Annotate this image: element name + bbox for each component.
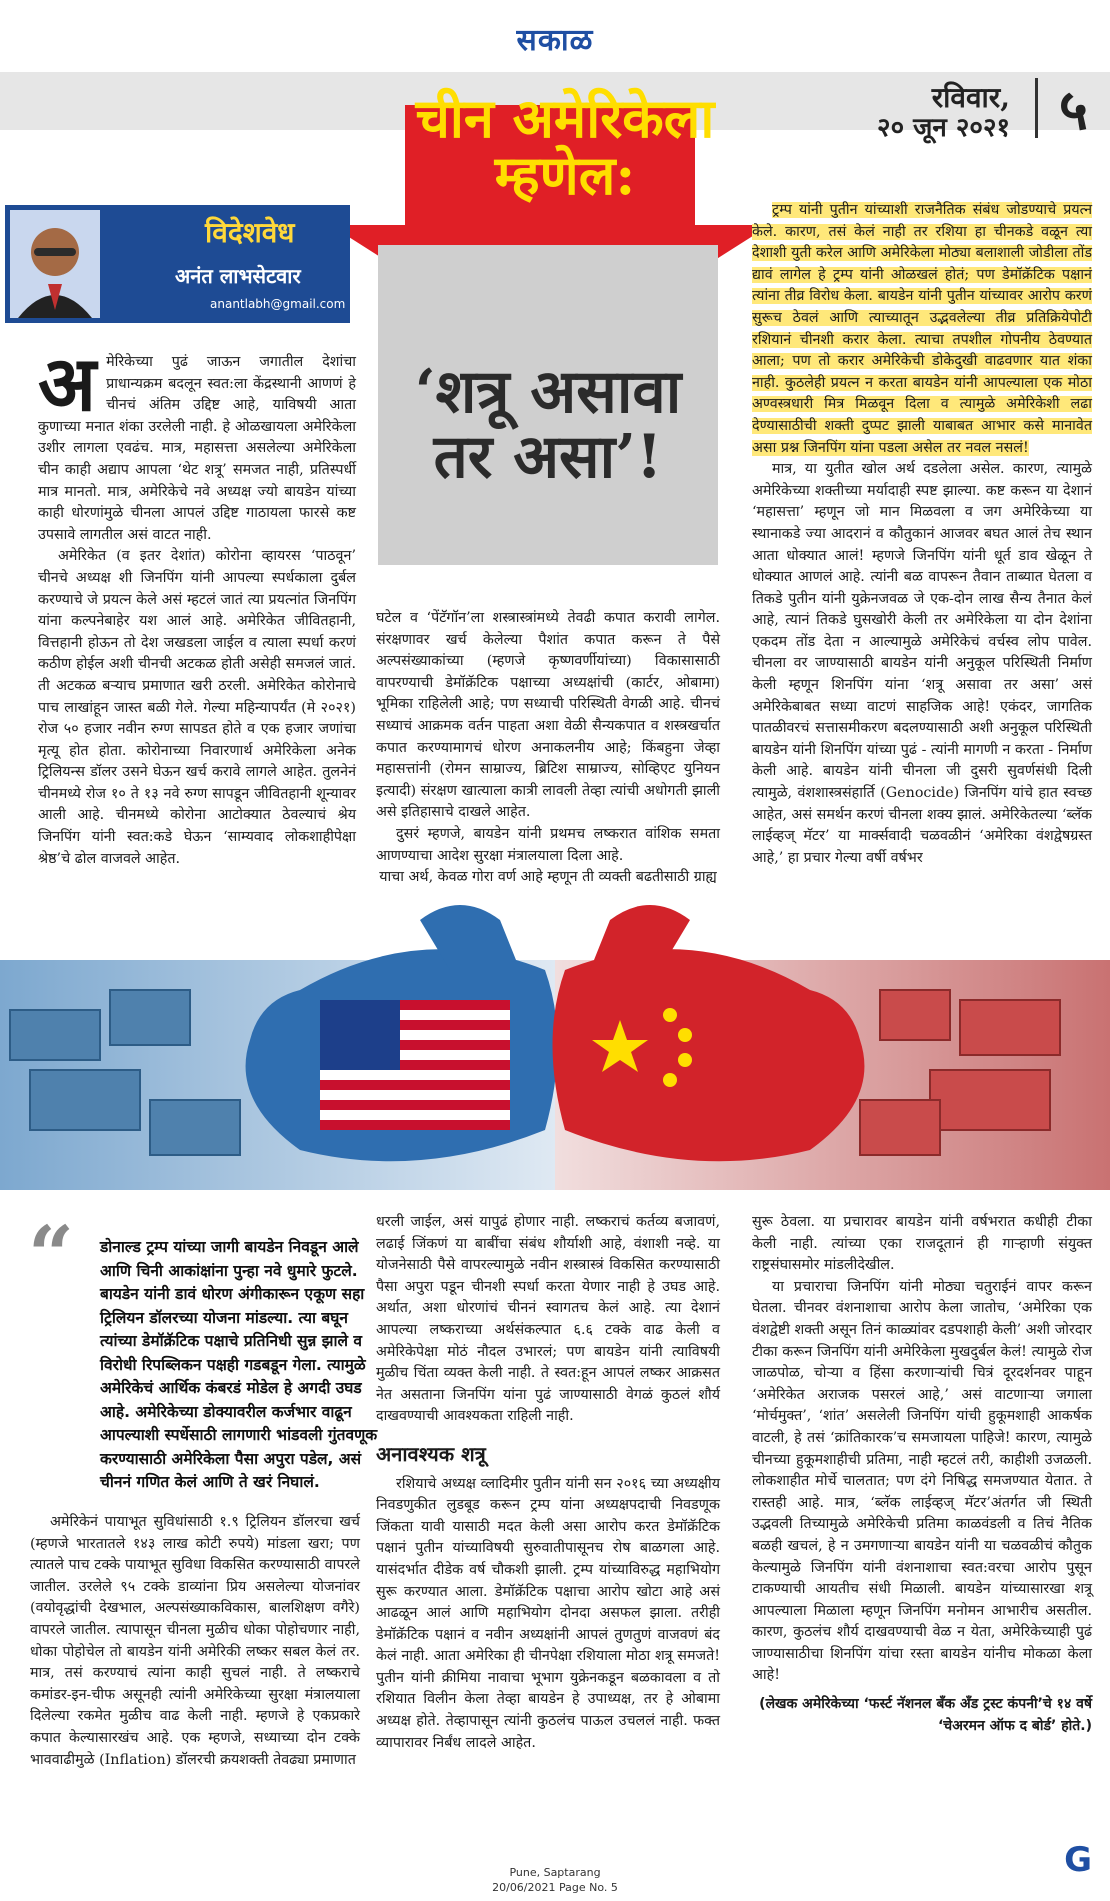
headline-part-2: ‘शत्रू असावा तर असा’!: [414, 357, 682, 492]
paragraph: मात्र, या युतीत खोल अर्थ दडलेला असेल. कारण, त्यामुळे अमेरिकेच्या शक्तीच्या मर्यादाही स्पष्ट झाल्या. कष्ट करून या देशानं ‘महासत्ता’ म्हणून जो मान मिळवला व जग अमेरिकेच्या या स्थानाकडे ज्या आदरानं व कौतुकानं आजवर बघत आलं तेच स्थान आता धोक्यात आलं! म्हणजे जिनपिंग यांनी धूर्त डाव खेळून ते धोक्यात आणलं आहे. त्यांनी बळ वापरून तैवान ताब्यात घेतला व तिकडे पुतीन यांनी युक्रेनजवळ जे एक-दोन लाख सैन्य तैनात केलं आहे, त्यानं तिकडे घुसखोरी केली तर अमेरिकेला या दोन देशांना एकदम तोंड देता न आल्यामुळे अमेरिकेचं वर्चस्व लोप पावेल. चीनला वर जाण्यासाठी बायडेन यांनी अनुकूल परिस्थिती निर्माण केली म्हणून शिनपिंग यांना ‘शत्रू असावा तर असा’ असं अमेरिकेबाबत सध्या वाटणं साहजिक आहे! एकंदर, जागतिक पातळीवरचं सत्तासमीकरण बदलण्यासाठी अशी अनुकूल परिस्थिती बायडेन यांनी शिनपिंग यांच्या पुढं - त्यांनी मागणी न करता - निर्माण केली आहे. बायडेन यांनी चीनला जी दुसरी सुवर्णसंधी दिली त्यामुळे, वंशशास्त्रसंहार्ति (Genocide) जिनपिंग यांचे हात स्वच्छ आहेत, असं समर्थन करणं चीनला शक्य झालं. अमेरिकेतल्या ‘ब्लॅक लाईव्हज्‌ मॅटर’ या मार्क्सवादी चळवळीनं ‘अमेरिका वंशद्वेषग्रस्त आहे,’ हा प्रचार गेल्या वर्षी वर्षभर: [752, 461, 1092, 866]
page-number: ५: [1058, 77, 1088, 143]
column-author: अनंत लाभसेटवार: [175, 264, 301, 288]
pull-quote: डोनाल्ड ट्रम्प यांच्या जागी बायडेन निवडून आले आणि चिनी आकांक्षांना पुन्हा नवे धुमारे फुटले. बायडेन यांनी डावं धोरण अंगीकारून एकूण सहा ट्रिलियन डॉलरच्या योजना मांडल्या. त्या बघून त्यांच्या डेमॉक्रॅटिक पक्षाचे प्रतिनिधी सुन्न झाले व विरोधी रिपब्लिकन पक्षही गडबडून गेला. त्यामुळे अमेरिकेचं आर्थिक कंबरडं मोडेल हे अगदी उघड आहे. अमेरिकेच्या डोक्यावरील कर्जभार वाढून आपल्याशी स्पर्धेसाठी लागणारी भांडवली गुंतवणूक करण्यासाठी अमेरिकेला पैसा अपुरा पडेल, असं चीननं गणित केलं आणि ते खरं निघालं.: [100, 1238, 378, 1491]
paragraph: अमेरिकेत (व इतर देशांत) कोरोना व्हायरस ‘पाठवून’ चीनचे अध्यक्ष शी जिनपिंग यांनी आपल्या स्पर्धकाला दुर्बल करण्याचे जे प्रयत्न केले असं म्हटलं जातं त्या प्रयत्नांत जिनपिंग यांना कल्पनेबाहेर यश आलं आहे. अमेरिकेत जीवितहानी, वित्तहानी होऊन तो देश जखडला जाईल व त्याला स्पर्धा करणं कठीण होईल अशी चीनची अटकळ होती असेही समजलं जातं. ती अटकळ बऱ्याच प्रमाणात खरी ठरली. अमेरिकेत कोरोनाचे पाच लाखांहून जास्त बळी गेले. गेल्या महिन्यापर्यंत (मे २०२१) रोज ५० हजार नवीन रुग्ण सापडत होते व एक हजार जणांचा मृत्यू होत होता. कोरोनाच्या निवारणार्थ अमेरिकेला अनेक ट्रिलियन्स डॉलर उसने घेऊन खर्च करावे लागले आहेत. तुलनेनं चीनमध्ये रोज १० ते १३ नवे रुग्ण सापडून जीवितहानी शून्यावर आली आहे. चीनमध्ये कोरोना आटोक्यात ठेवल्याचं श्रेय जिनपिंग यांनी स्वत:कडे घेऊन ‘साम्यवाद लोकशाहीपेक्षा श्रेष्ठ’चे ढोल वाजवले आहेत.: [38, 548, 356, 867]
author-credit: (लेखक अमेरिकेच्या ‘फर्स्ट नॅशनल बँक अँड ट्रस्ट कंपनी’चे १४ वर्षे ‘चेअरमन ऑफ द बोर्ड’ होते.): [759, 1696, 1092, 1735]
date-date: २० जून २०२१: [877, 113, 1010, 143]
paragraph: सुरू ठेवला. या प्रचारावर बायडेन यांनी वर्षभरात कधीही टीका केली नाही. त्यांच्या एका राजदूतानं ही गाऱ्हाणी संयुक्त राष्ट्रसंघासमोर मांडलीदेखील.: [752, 1214, 1092, 1274]
paragraph: घटेल व ‘पेंटॅगॉन’ला शस्त्रास्त्रांमध्ये तेवढी कपात करावी लागेल. संरक्षणावर खर्च केलेल्या पैशांत कपात करून ते पैसे अल्पसंख्याकांच्या (म्हणजे कृष्णवर्णीयांच्या) विकासासाठी वापरण्याची डेमॉक्रॅटिक पक्षाच्या अध्यक्षांची (कार्टर, ओबामा) भूमिका राहिलेली आहे; पण सध्याची परिस्थिती वेगळी आहे. चीनचं सध्याचं आक्रमक वर्तन पाहता अशा वेळी सैन्यकपात व शस्त्रखर्चात कपात करण्यामागचं धोरण अनाकलनीय आहे; किंबहुना जेव्हा महासत्तांनी (रोमन साम्राज्य, ब्रिटिश साम्राज्य, सोव्हिएट युनियन इत्यादी) संरक्षण खात्याला कात्री लावली तेव्हा त्यांची अधोगती झाली असे इतिहासाचे दाखले आहेत.: [376, 610, 720, 821]
article-right-column: [752, 200, 1092, 869]
author-photo-avatar: [10, 210, 100, 318]
paragraph: मेरिकेच्या पुढं जाऊन जगातील देशांचा प्राधान्यक्रम बदलून स्वत:ला केंद्रस्थानी आणणं हे चीनचं अंतिम उद्दिष्ट आहे, याविषयी आता कुणाच्या मनात शंका उरलेली नाही. हे ओळखायला अमेरिकेला उशीर लागला एवढंच. मात्र, महासत्ता असलेल्या अमेरिकेला चीन काही अद्याप आपला ‘थेट शत्रू’ समजत नाही, प्रतिस्पर्धी मात्र मानतो. मात्र, अमेरिकेचे नवे अध्यक्ष ज्यो बायडेन यांच्या काही धोरणांमुळे चीनला आपलं उद्दिष्ट गाठायला फारसे कष्ट उपसावे लागतील असं वाटत नाही.: [38, 354, 356, 543]
headline-part-1: चीन अमेरिकेला म्हणेल:: [415, 86, 715, 207]
paragraph: रशियाचे अध्यक्ष व्लादिमीर पुतीन यांनी सन २०१६ च्या अध्यक्षीय निवडणुकीत लुडबूड करून ट्रम्प यांना अध्यक्षपदाची निवडणूक जिंकता यावी यासाठी मदत केली असा आरोप करत डेमॉक्रॅटिक पक्षानं पुतीन यांच्याविषयी सुरुवातीपासूनच रोष बाळगला आहे. यासंदर्भात दीडेक वर्ष चौकशी झाली. ट्रम्प यांच्याविरुद्ध महाभियोग सुरू करण्यात आला. डेमॉक्रॅटिक पक्षाचा आरोप खोटा आहे असं आढळून आलं आणि महाभियोग दोनदा असफल झाला. तरीही डेमॉक्रॅटिक पक्षानं व नवीन अध्यक्षांनी आपलं तुणतुणं वाजवणं बंद केलं नाही. आता अमेरिका ही चीनपेक्षा रशियाला मोठा शत्रू समजते! पुतीन यांनी क्रीमिया नावाचा भूभाग युक्रेनकडून बळकावला व तो रशियात विलीन केला तेव्हा बायडेन हे उपाध्यक्ष, तर हे ओबामा अध्यक्ष होते. तेव्हापासून त्यांनी कुठलंच पाऊल उचललं नाही. फक्त व्यापारावर निर्बंध लादले आहेत.: [376, 1475, 720, 1751]
boxing-gloves-illustration: [0, 900, 1110, 1190]
paragraph: धरली जाईल, असं यापुढं होणार नाही. लष्कराचं कर्तव्य बजावणं, लढाई जिंकणं या बाबींचा संबंध शौर्याशी आहे, वंशाशी नव्हे. या योजनेसाठी पैसे वापरल्यामुळे नवीन शस्त्रास्त्रं विकसित करण्यासाठी पैसा अपुरा पडून चीनशी स्पर्धा करता येणार नाही हे उघड आहे. अर्थात, अशा धोरणांचं चीननं स्वागतच केलं आहे. त्या देशानं आपल्या लष्कराच्या अर्थसंकल्पात ६.६ टक्के वाढ केली व अमेरिकेपेक्षा मोठं नौदल उभारलं; पण बायडेन यांनी त्याविषयी मुळीच चिंता व्यक्त केली नाही. ते स्वत:हून आपलं लष्कर आक्रसत नेत असताना जिनपिंग यांना पुढं जाण्यासाठी वेगळं कुठलं शौर्य दाखवण्याची आवश्यकता राहिली नाही.: [376, 1214, 720, 1425]
date-day: रविवार,: [931, 81, 1010, 114]
paragraph: या प्रचाराचा जिनपिंग यांनी मोठ्या चतुराईनं वापर करून घेतला. चीनवर वंशनाशाचा आरोप केला जातोच, ‘अमेरिका एक वंशद्वेष्टी शक्ती असून तिनं काळ्यांवर दडपशाही केली’ अशी जोरदार टीका करून जिनपिंग यांनी अमेरिकेला मुखदुर्बल केलं! त्यामुळे रोज जाळपोळ, चोऱ्या व हिंसा करणाऱ्यांची चित्रं दूरदर्शनवर पाहून ‘अमेरिकेत अराजक पसरलं आहे,’ असं वाटणाऱ्या जगाला ‘मोर्चमुक्त’, ‘शांत’ असलेली जिनपिंग यांची हुकूमशाही आकर्षक वाटली, हे तसं ‘क्रांतिकारक’च समजायला पाहिजे! कारण, त्यामुळे चीनच्या हुकूमशाहीची प्रतिमा, नाही म्हटलं तरी, काहीशी उजळली. लोकशाहीत मोर्चे चालतात; पण दंगे निषिद्ध समजण्यात येतात. ते रास्तही आहे. मात्र, ‘ब्लॅक लाईव्हज्‌ मॅटर’अंतर्गत जी स्थिती उद्भवली तिच्यामुळे अमेरिकेची प्रतिमा काळवंडली व तिचं नैतिक बळही खचलं, हे न उमगणाऱ्या बायडेन यांनी या चळवळीचं कौतुक केल्यामुळे जिनपिंग यांनी वंशनाशाचा स्वत:वरचा आरोप पुसून टाकण्याची आयतीच संधी मिळाली. बायडेन यांच्यासारखा शत्रू आपल्याला मिळाला म्हणून जिनपिंग मनोमन आभारीच असतील. कारण, कुठलंच शौर्य दाखवण्याची वेळ न येता, अमेरिकेच्याही पुढं जाण्यासाठीचा शिनपिंग यांचा रस्ता बायडेन यांनीच मोकळा केला आहे!: [752, 1278, 1092, 1684]
subheading: अनावश्यक शत्रू: [376, 1441, 486, 1466]
footer-edition: Pune, Saptarang: [509, 1866, 601, 1879]
column-email: anantlabh@gmail.com: [210, 297, 346, 311]
quote-mark-icon: “: [28, 1208, 75, 1302]
bottom-middle-column: [376, 1212, 720, 1754]
article-middle-column: [376, 608, 720, 889]
highlighted-paragraph: ट्रम्प यांनी पुतीन यांच्याशी राजनैतिक संबंध जोडण्याचे प्रयत्न केले. कारण, तसं केलं नाही तर रशिया हा चीनकडे वळून त्या देशाशी युती करेल आणि अमेरिकेला मोठ्या बलाशाली जोडीला तोंड द्यावं लागेल हे ट्रम्प यांनी ओळखलं होतं; पण डेमॉक्रॅटिक पक्षानं त्यांना तीव्र विरोध केला. बायडेन यांनी पुतीन यांच्यावर आरोप करणं सुरूच ठेवलं आणि त्याच्यातून उद्भवलेल्या तीव्र प्रतिक्रियेपोटी रशियानं चीनशी करार केला. त्याचा तपशील गोपनीय ठेवण्यात आला; पण तो करार अमेरिकेची डोकेदुखी वाढवणार यात शंका नाही. कुठलेही प्रयत्न न करता बायडेन यांनी आपल्याला एक मोठा अण्वस्त्रधारी मित्र मिळवून दिला व त्यामुळे अमेरिकेशी लढा देण्यासाठीची शक्ती दुप्पट झाली याबाबत आभार कसे मानावेत असा प्रश्न जिनपिंग यांना पडला असेल तर नवल नसलं!: [752, 202, 1092, 456]
date-separator: [1035, 78, 1038, 138]
bottom-left-column: [30, 1512, 360, 1771]
article-left-column: [38, 339, 356, 870]
paragraph: अमेरिकेनं पायाभूत सुविधांसाठी १.९ ट्रिलियन डॉलरचा खर्च (म्हणजे भारतातले १४३ लाख कोटी रुपये) मांडला खरा; पण त्यातले पाच टक्के पायाभूत सुविधा विकसित करण्यासाठी वापरले जातील. उरलेले ९५ टक्के डाव्यांना प्रिय असलेल्या योजनांवर (वयोवृद्धांची देखभाल, अल्पसंख्याकविकास, बालशिक्षण वगैरे) वापरले जातील. त्यापासून चीनला मुळीच धोका पोहोचणार नाही, धोका पोहोचेल तो बायडेन यांनी अमेरिकी लष्कर सबल केलं तर. मात्र, तसं करण्याचं त्यांना काही सुचलं नाही. ते लष्कराचे कमांडर-इन-चीफ असूनही त्यांनी अमेरिकेच्या सुरक्षा मंत्रालयाला दिलेल्या रकमेत मुळीच वाढ केली नाही. म्हणजे हे एकप्रकारे कपात केल्यासारखंच आहे. एक म्हणजे, सध्याच्या दोन टक्के भाववाढीमुळे (Inflation) डॉलरची क्रयशक्ती तेवढ्या प्रमाणात: [30, 1514, 360, 1768]
dropcap: अ: [38, 339, 97, 428]
footer-date-page: 20/06/2021 Page No. 5: [492, 1881, 618, 1894]
masthead-logo: सकाळ: [516, 23, 594, 58]
sakal-logo-icon: G: [1064, 1840, 1092, 1880]
bottom-right-column: [752, 1212, 1092, 1737]
paragraph: दुसरं म्हणजे, बायडेन यांनी प्रथमच लष्करात वांशिक समता आणण्याचा आदेश सुरक्षा मंत्रालयाला दिला आहे.: [376, 825, 720, 864]
paragraph: याचा अर्थ, केवळ गोरा वर्ण आहे म्हणून ती व्यक्ती बढतीसाठी ग्राह्य: [379, 869, 717, 886]
column-title: विदेशवेध: [205, 216, 295, 249]
us-flag-icon: [320, 1000, 510, 1130]
